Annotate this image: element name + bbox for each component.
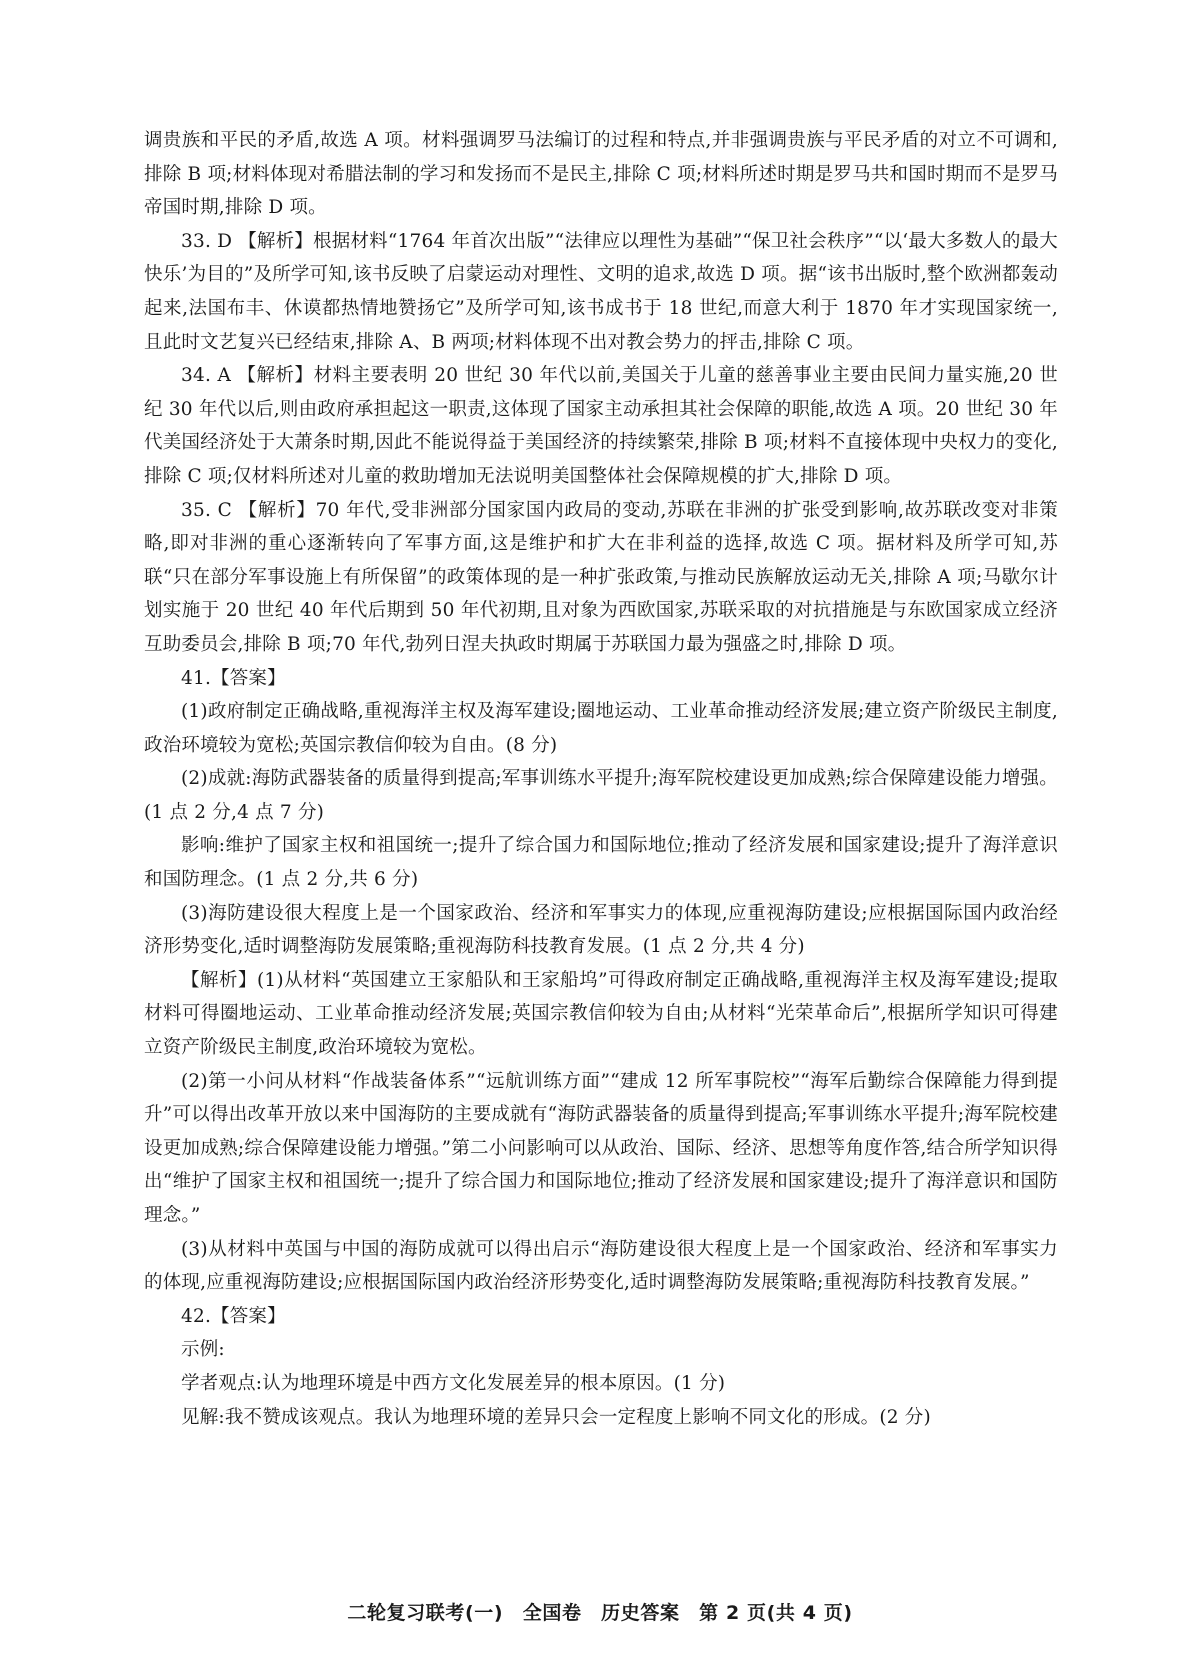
paragraph-41-1: (1)政府制定正确战略,重视海洋主权及海军建设;圈地运动、工业革命推动经济发展;建立资产阶级民主制度,政治环境较为宽松;英国宗教信仰较为自由。(8 分) (144, 701, 1058, 756)
paragraph-42-scholar-view: 学者观点:认为地理环境是中西方文化发展差异的根本原因。(1 分) (181, 1372, 726, 1394)
paragraph-34: 34. A 【解析】材料主要表明 20 世纪 30 年代以前,美国关于儿童的慈善事业主要由民间力量实施,20 世纪 30 年代以后,则由政府承担起这一职责,这体现了国家主动承担其社会保障的职能,故选 A 项。20 世纪 30 年代美国经济处于大萧条时期,因此不能说得益于美国经济的持续繁荣,排除 B 项;材料不直接体现中央权力的变化,排除 C 项;仅材料所述对儿童的救助增加无法说明美国整体社会保障规模的扩大,排除 D 项。 (144, 365, 1058, 487)
paragraph-33: 33. D 【解析】根据材料“1764 年首次出版”“法律应以理性为基础”“保卫社会秩序”“以‘最大多数人的最大快乐’为目的”及所学可知,该书反映了启蒙运动对理性、文明的追求,故选 D 项。据“该书出版时,整个欧洲都轰动起来,法国布丰、休谟都热情地赞扬它”及所学可知,该书成书于 18 世纪,而意大利于 1870 年才实现国家统一,且此时文艺复兴已经结束,排除 A、B 两项;材料体现不出对教会势力的抨击,排除 C 项。 (144, 230, 1058, 353)
paragraph-32-continued: 调贵族和平民的矛盾,故选 A 项。材料强调罗马法编订的过程和特点,并非强调贵族与平民矛盾的对立不可调和,排除 B 项;材料体现对希腊法制的学习和发扬而不是民主,排除 C 项;材料所述时期是罗马共和国时期而不是罗马帝国时期,排除 D 项。 (144, 130, 1058, 219)
paragraph-41-3: (3)海防建设很大程度上是一个国家政治、经济和军事实力的体现,应重视海防建设;应根据国际国内政治经济形势变化,适时调整海防发展策略;重视海防科技教育发展。(1 点 2 分,共 4 分) (144, 902, 1058, 958)
paragraph-41-2: (2)成就:海防武器装备的质量得到提高;军事训练水平提升;海军院校建设更加成熟;综合保障建设能力增强。(1 点 2 分,4 点 7 分) (144, 768, 1058, 823)
paragraph-41-analysis-2: (2)第一小问从材料“作战装备体系”“远航训练方面”“建成 12 所军事院校”“海军后勤综合保障能力得到提升”可以得出改革开放以来中国海防的主要成就有“海防武器装备的质量得到提高;军事训练水平提升;海军院校建设更加成熟;综合保障建设能力增强。”第二小问影响可以从政治、国际、经济、思想等角度作答,结合所学知识得出“维护了国家主权和祖国统一;提升了综合国力和国际地位;推动了经济发展和国家建设;提升了海洋意识和国防理念。” (144, 1070, 1058, 1226)
heading-42-answer: 42.【答案】 (181, 1305, 286, 1327)
heading-41-answer: 41.【答案】 (181, 667, 286, 689)
paragraph-41-2-impact: 影响:维护了国家主权和祖国统一;提升了综合国力和国际地位;推动了经济发展和国家建设;提升了海洋意识和国防理念。(1 点 2 分,共 6 分) (144, 835, 1058, 891)
paragraph-42-opinion: 见解:我不赞成该观点。我认为地理环境的差异只会一定程度上影响不同文化的形成。(2 分) (181, 1406, 931, 1428)
answer-text-body (144, 124, 1058, 1434)
paragraph-42-example: 示例: (181, 1339, 225, 1361)
paragraph-41-analysis-3: (3)从材料中英国与中国的海防成就可以得出启示“海防建设很大程度上是一个国家政治、经济和军事实力的体现,应重视海防建设;应根据国际国内政治经济形势变化,适时调整海防发展策略;重视海防科技教育发展。” (144, 1238, 1058, 1294)
paragraph-41-analysis-1: 【解析】(1)从材料“英国建立王家船队和王家船坞”可得政府制定正确战略,重视海洋主权及海军建设;提取材料可得圈地运动、工业革命推动经济发展;英国宗教信仰较为自由;从材料“光荣革命后”,根据所学知识可得建立资产阶级民主制度,政治环境较为宽松。 (144, 969, 1058, 1059)
paragraph-35: 35. C 【解析】70 年代,受非洲部分国家国内政局的变动,苏联在非洲的扩张受到影响,故苏联改变对非策略,即对非洲的重心逐渐转向了军事方面,这是维护和扩大在非利益的选择,故选 C 项。据材料及所学可知,苏联“只在部分军事设施上有所保留”的政策体现的是一种扩张政策,与推动民族解放运动无关,排除 A 项;马歇尔计划实施于 20 世纪 40 年代后期到 50 年代初期,且对象为西欧国家,苏联采取的对抗措施是与东欧国家成立经济互助委员会,排除 B 项;70 年代,勃列日涅夫执政时期属于苏联国力最为强盛之时,排除 D 项。 (144, 499, 1058, 655)
page-footer: 二轮复习联考(一) 全国卷 历史答案 第 2 页(共 4 页) (347, 1602, 853, 1624)
